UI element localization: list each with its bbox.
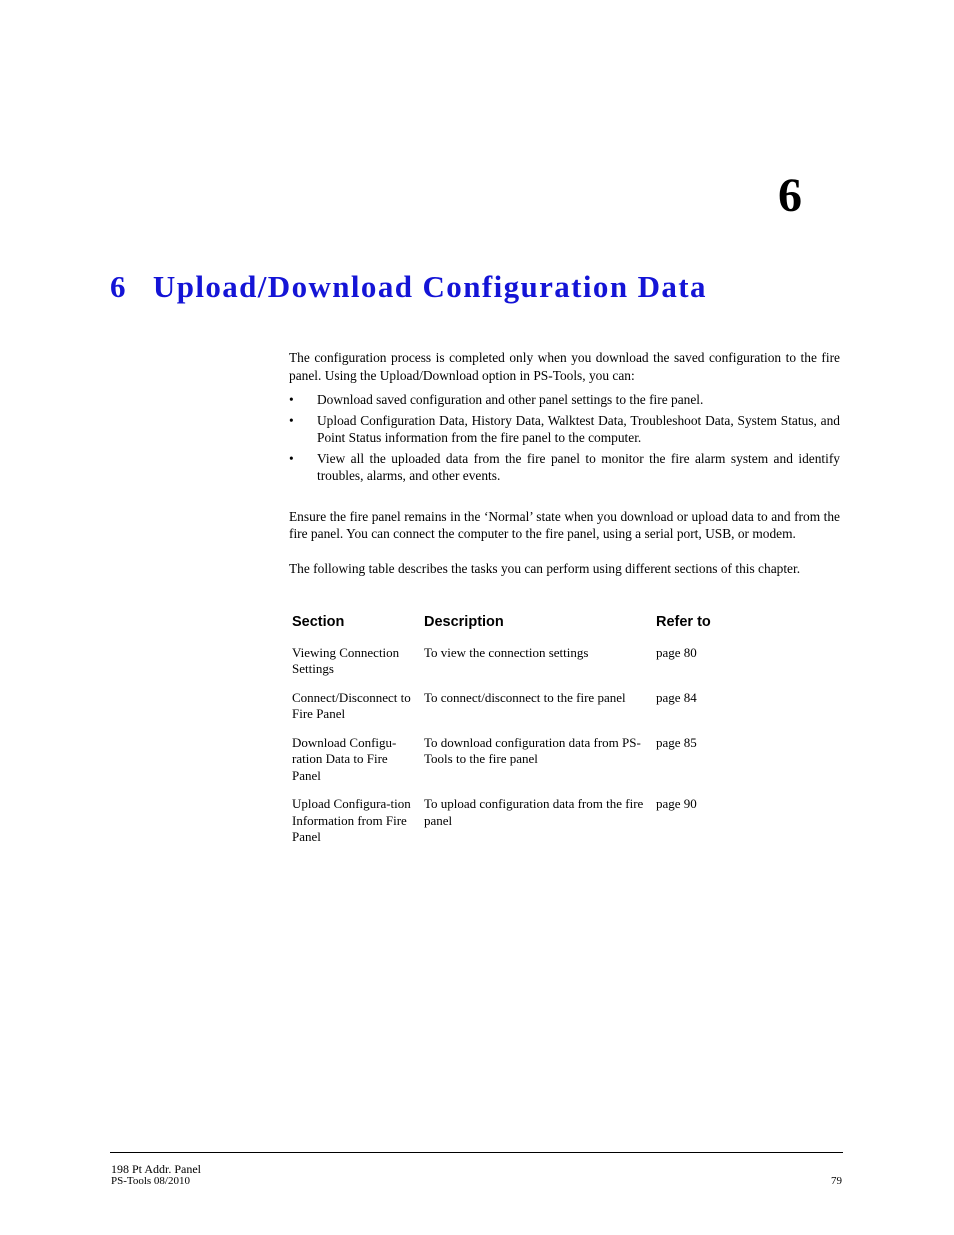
cell-section: Upload Configura-tion Information from Fire Panel	[292, 796, 411, 844]
table-row	[289, 796, 729, 858]
list-item	[289, 412, 840, 447]
capability-list	[289, 391, 840, 485]
chapter-body	[289, 349, 840, 577]
footer-product: 198 Pt Addr. Panel	[111, 1162, 202, 1176]
cell-refer-to: page 90	[656, 796, 697, 811]
page-number: 79	[831, 1175, 842, 1187]
table-row	[289, 645, 729, 690]
bullet-icon: •	[289, 412, 294, 428]
header-refer-to: Refer to	[656, 614, 711, 630]
chapter-number: 6	[778, 169, 802, 222]
task-table	[289, 610, 729, 858]
cell-section: Download Configu-ration Data to Fire Panel	[292, 734, 397, 783]
list-item-text: Download saved configuration and other panel settings to the fire panel.	[317, 392, 704, 407]
table-header-row	[289, 610, 729, 645]
list-item-text: Upload Configuration Data, History Data, Walktest Data, Troubleshoot Data, System Status, and Point Status information from the fire panel to the computer.	[317, 412, 840, 445]
cell-refer-to: page 80	[656, 644, 697, 660]
table-row	[289, 735, 729, 797]
header-section: Section	[292, 614, 345, 630]
cell-section: Connect/Disconnect to Fire Panel	[292, 689, 411, 721]
cell-refer-to: page 84	[656, 689, 697, 705]
list-item	[289, 391, 840, 409]
cell-description: To download configuration data from PS-Tools to the fire panel	[424, 734, 641, 766]
chapter-title-text: Upload/Download Configuration Data	[152, 269, 707, 304]
cell-section: Viewing Connection Settings	[292, 644, 400, 676]
intro-paragraph: The configuration process is completed only when you download the saved configuration to the fire panel. Using the Upload/Download option in PS-Tools, you can:	[289, 350, 840, 383]
bullet-icon: •	[289, 392, 294, 407]
table-row	[289, 690, 729, 735]
chapter-title	[110, 270, 707, 304]
header-description: Description	[424, 614, 504, 630]
cell-description: To connect/disconnect to the fire panel	[424, 689, 626, 705]
cell-description: To view the connection settings	[424, 644, 589, 660]
bullet-icon: •	[289, 450, 294, 466]
list-item	[289, 450, 840, 485]
table-intro-paragraph: The following table describes the tasks you can perform using different sections of this chapter.	[289, 560, 801, 576]
cell-description: To upload configuration data from the fire panel	[424, 796, 644, 828]
chapter-title-number: 6	[110, 269, 127, 304]
list-item-text: View all the uploaded data from the fire panel to monitor the fire alarm system and identify troubles, alarms, and other events.	[317, 450, 840, 483]
footer-doc-date: PS-Tools 08/2010	[111, 1175, 190, 1187]
footer-divider	[110, 1152, 843, 1153]
cell-refer-to: page 85	[656, 734, 697, 750]
normal-state-paragraph: Ensure the fire panel remains in the ‘Normal’ state when you download or upload data to and from the fire panel. You can connect the computer to the fire panel, using a serial port, USB, or modem.	[289, 508, 840, 541]
